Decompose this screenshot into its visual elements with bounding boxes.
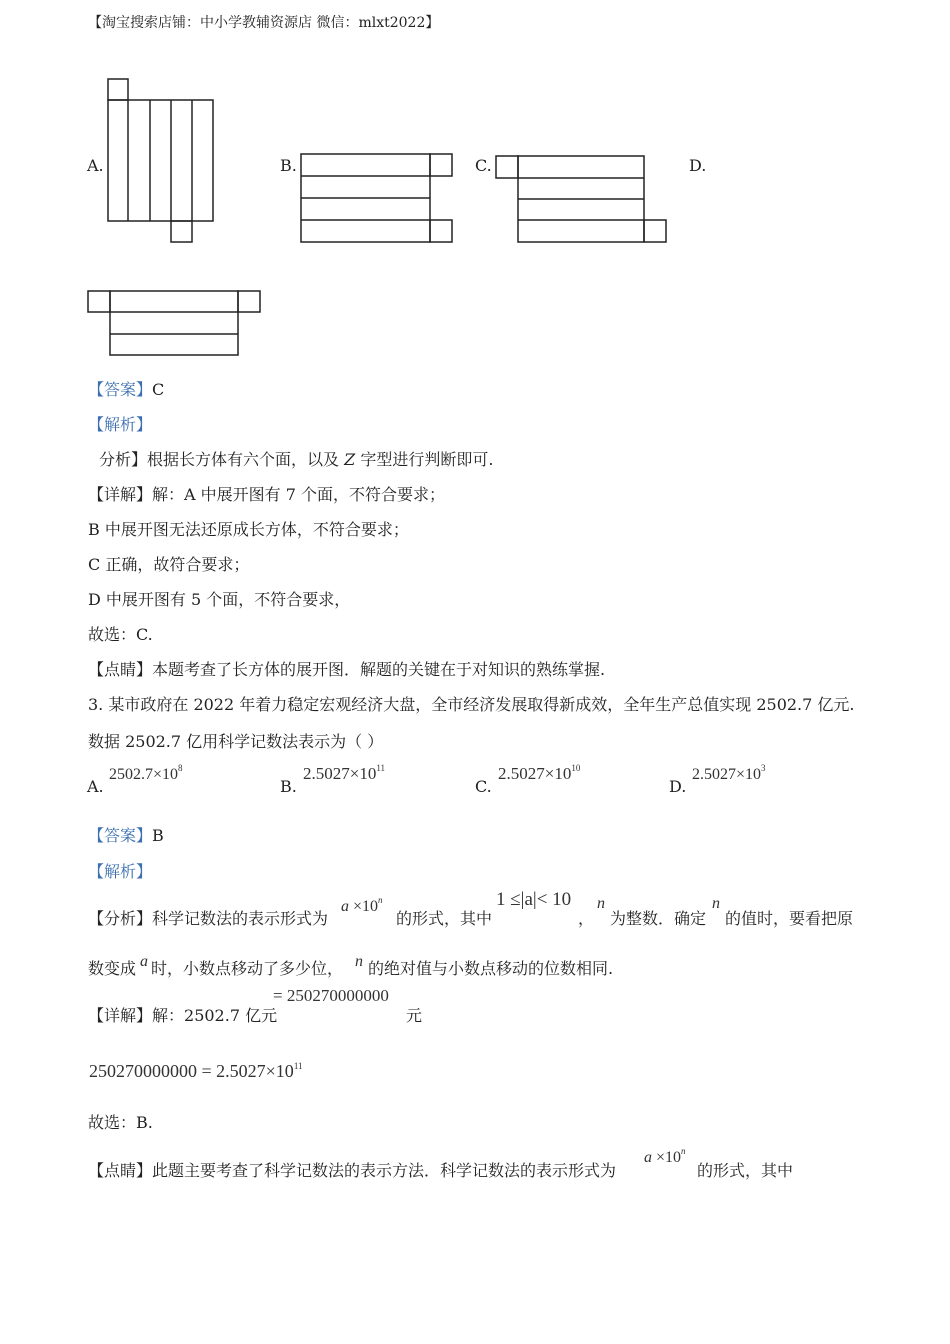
q2-analysis-z: Z — [344, 450, 356, 469]
q3-comment-line: 【点睛】此题主要考查了科学记数法的表示方法．科学记数法的表示形式为 — [88, 1161, 617, 1180]
q2-detail-line-1 — [88, 482, 445, 505]
net-figure-a — [108, 79, 213, 242]
option-d-label: D. — [689, 156, 707, 175]
net-figure-d — [88, 291, 260, 355]
q2-detail-line-5: 故选：C. — [88, 625, 153, 644]
q3-option-b-label: B. — [280, 777, 297, 796]
q2-answer-label: 【答案】 — [88, 380, 153, 399]
q3-equation: $250270000000 = 2.5027\times 10^{11}$ — [89, 1061, 303, 1081]
net-figure-c — [496, 156, 666, 242]
q2-analysis-open: 分析】 — [99, 450, 148, 469]
q3-fenxi-n-2: n — [712, 895, 720, 912]
q2-comment-label: 【点睛】 — [88, 660, 153, 679]
q3-option-a-label: A. — [87, 777, 104, 796]
option-b-label: B. — [280, 156, 297, 175]
q3-fenxi-line-2c: 的绝对值与小数点移动的位数相同. — [368, 959, 614, 978]
net-figure-b — [301, 154, 452, 242]
q3-option-c-label: C. — [475, 777, 492, 796]
q3-comment-formula: $a \times 10^n$ — [644, 1146, 686, 1166]
q3-fenxi-a-2: a — [140, 953, 148, 970]
q2-answer-line — [88, 377, 164, 400]
option-c-label: C. — [475, 156, 492, 175]
q3-analysis-label: 【解析】 — [88, 862, 153, 881]
q2-comment-text: 本题考查了长方体的展开图．解题的关键在于对知识的熟练掌握. — [152, 660, 606, 679]
q3-fenxi-line-1c: 为整数．确定 — [610, 909, 707, 928]
q3-answer-label: 【答案】 — [88, 826, 153, 845]
q3-option-d-label: D. — [669, 777, 687, 796]
q2-answer-value: C — [152, 380, 165, 399]
q3-stem-line-1: 3. 某市政府在 2022 年着力稳定宏观经济大盘，全市经济发展取得新成效，全年生产总值实现 2502.7 亿元. — [88, 695, 855, 714]
q3-detail-line: 【详解】解：2502.7 亿元 — [88, 1006, 278, 1025]
q3-fenxi-line-1d: 的值时，要看把原 — [725, 909, 854, 928]
q3-answer-value: B — [152, 826, 164, 845]
q2-detail-line-2: B 中展开图无法还原成长方体，不符合要求； — [88, 520, 409, 539]
q3-fenxi-line-2b: 时，小数点移动了多少位， — [151, 959, 344, 978]
q3-fenxi-range: 1 ≤|a|< 10 — [496, 889, 572, 910]
net-figures — [0, 0, 950, 370]
q3-comment-tail: 的形式，其中 — [697, 1161, 794, 1180]
q3-stem-line-2: 数据 2502.7 亿用科学记数法表示为（ ） — [88, 732, 384, 751]
q3-option-a-value: $2502.7\times 10^8$ — [109, 763, 183, 783]
q3-fenxi-line-1a: 【分析】科学记数法的表示形式为 — [88, 909, 329, 928]
q3-fenxi-line-2a: 数变成 — [88, 959, 137, 978]
q3-option-b-value: $2.5027\times 10^{11}$ — [303, 763, 386, 783]
q3-fenxi-comma: ， — [578, 909, 595, 928]
option-a-label: A. — [87, 156, 104, 175]
q3-detail-eq: = 250270000000 — [273, 986, 389, 1005]
q3-option-c-value: $2.5027\times 10^{10}$ — [498, 763, 581, 783]
q3-fenxi-line-1b: 的形式，其中 — [396, 909, 493, 928]
q3-fenxi-n-3: n — [355, 953, 363, 970]
q3-fenxi-n: n — [597, 895, 605, 912]
q2-detail-label: 【详解】 — [88, 485, 153, 504]
q3-fenxi-formula: $a \times 10^n$ — [341, 895, 383, 915]
q2-analysis-text2: 字型进行判断即可. — [360, 450, 494, 469]
page-header: 【淘宝搜索店铺：中小学教辅资源店 微信：mlxt2022】 — [88, 15, 440, 31]
q3-answer-line — [88, 823, 164, 846]
q2-detail-line-4: D 中展开图有 5 个面，不符合要求， — [88, 590, 351, 609]
q2-analysis-text: 根据长方体有六个面，以及 — [147, 450, 340, 469]
q2-analysis-label: 【解析】 — [88, 415, 153, 434]
q2-analysis-line — [99, 447, 493, 470]
q2-detail-line-3: C 正确，故符合要求； — [88, 555, 250, 574]
q2-comment — [88, 657, 605, 680]
q3-detail-yuan: 元 — [406, 1006, 423, 1025]
q3-choose: 故选：B. — [88, 1113, 153, 1132]
q2-detail-text: 解：A 中展开图有 7 个面，不符合要求； — [152, 485, 446, 504]
q3-option-d-value: $2.5027\times 10^3$ — [692, 763, 766, 783]
